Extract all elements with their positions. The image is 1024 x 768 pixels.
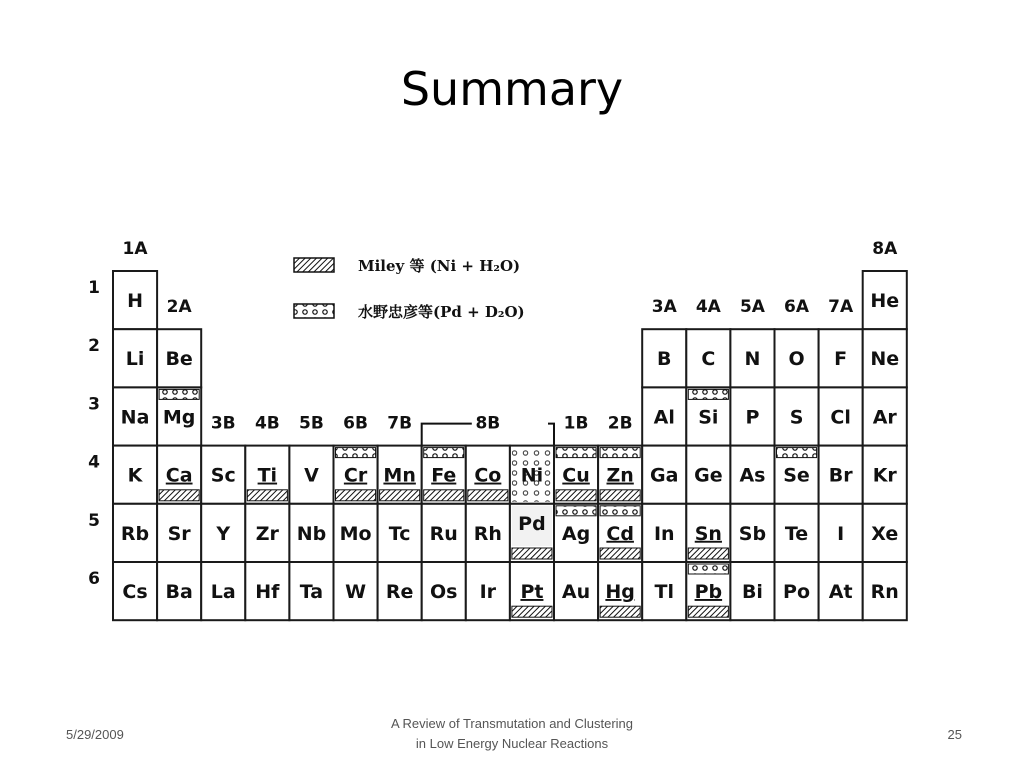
element-cell-pt — [510, 562, 554, 620]
element-cell-mn — [378, 446, 422, 504]
element-symbol: Hg — [605, 581, 635, 603]
element-cell-cr — [334, 446, 378, 504]
legend-mizuno-label: 水野忠彦等(Pd + D₂O) — [358, 303, 525, 321]
period-label: 3 — [88, 394, 100, 415]
element-cell-i — [819, 504, 863, 562]
element-cell-ga — [642, 446, 686, 504]
element-cell-rh — [466, 504, 510, 562]
element-symbol: Ge — [694, 464, 723, 487]
miley-hatch-marker — [468, 490, 508, 501]
element-symbol: Hf — [255, 581, 280, 603]
element-symbol: Co — [474, 464, 502, 487]
element-symbol: Os — [430, 581, 458, 603]
group-label: 8A — [872, 239, 898, 259]
element-cell-as — [730, 446, 774, 504]
element-cell-cu — [554, 446, 598, 504]
element-symbol: B — [657, 348, 672, 371]
element-cell-ti — [245, 446, 289, 504]
element-cell-co — [466, 446, 510, 504]
element-cell-rn — [863, 562, 907, 620]
element-symbol: Bi — [741, 581, 763, 603]
element-cell-b — [642, 329, 686, 387]
group-label: 5A — [739, 297, 765, 318]
miley-hatch-marker — [424, 490, 464, 501]
element-symbol: Li — [125, 348, 145, 371]
element-cell-ba — [157, 562, 201, 620]
element-symbol: Cd — [606, 522, 634, 545]
group-label: 1B — [563, 413, 589, 434]
element-symbol: Ir — [479, 581, 497, 603]
element-symbol: Cs — [122, 581, 148, 603]
element-symbol: Xe — [871, 522, 899, 545]
footer-title-line-2: in Low Energy Nuclear Reactions — [415, 736, 609, 751]
element-symbol: Y — [216, 522, 231, 545]
legend-hatch-swatch — [294, 258, 334, 272]
element-cell-po — [775, 562, 819, 620]
footer-title — [312, 714, 712, 754]
element-cell-nb — [289, 504, 333, 562]
element-symbol: Ta — [299, 581, 324, 603]
miley-hatch-marker — [556, 490, 596, 501]
element-cell-sr — [157, 504, 201, 562]
miley-hatch-marker — [247, 490, 287, 501]
element-symbol: Ca — [165, 464, 193, 487]
element-symbol: S — [789, 406, 804, 429]
element-symbol: W — [345, 581, 367, 603]
element-symbol: K — [127, 464, 143, 487]
miley-hatch-marker — [336, 490, 376, 501]
mizuno-dot-marker — [556, 448, 596, 458]
element-cell-n — [730, 329, 774, 387]
page-number: 25 — [947, 727, 962, 742]
element-symbol: As — [739, 464, 766, 487]
element-symbol: Sb — [738, 522, 767, 545]
miley-hatch-marker — [600, 548, 640, 559]
element-cell-y — [201, 504, 245, 562]
mizuno-dot-marker — [600, 506, 640, 516]
element-cell-ca — [157, 446, 201, 504]
mizuno-dot-marker — [600, 448, 640, 458]
mizuno-dot-marker — [688, 389, 728, 399]
group-label: 6A — [784, 297, 810, 318]
element-symbol: H — [127, 290, 144, 312]
group-label: 2A — [166, 297, 192, 318]
element-cell-mo — [334, 504, 378, 562]
element-symbol: O — [788, 348, 805, 371]
element-cell-tl — [642, 562, 686, 620]
element-symbol: Se — [783, 464, 810, 487]
element-cell-la — [201, 562, 245, 620]
element-cell-ir — [466, 562, 510, 620]
element-symbol: Po — [783, 581, 811, 603]
element-symbol: Al — [653, 406, 675, 429]
element-symbol: Ag — [561, 522, 591, 545]
element-symbol: Ba — [165, 581, 193, 603]
period-label: 6 — [88, 569, 100, 589]
element-cell-fe — [422, 446, 466, 504]
miley-hatch-marker — [380, 490, 420, 501]
element-cell-sb — [730, 504, 774, 562]
element-symbol: P — [745, 406, 760, 429]
miley-hatch-marker — [512, 606, 552, 617]
mizuno-dot-marker — [777, 448, 817, 458]
element-cell-c — [686, 329, 730, 387]
element-symbol: Fe — [431, 464, 457, 487]
group-label: 4A — [695, 297, 721, 318]
element-symbol: Ne — [870, 348, 900, 371]
element-cell-sn — [686, 504, 730, 562]
element-cell-ru — [422, 504, 466, 562]
element-cell-se — [775, 446, 819, 504]
group-label: 8B — [475, 413, 501, 434]
element-symbol: Sc — [210, 464, 236, 487]
element-symbol: Pd — [518, 512, 546, 535]
element-cell-ni — [510, 446, 554, 504]
element-cell-in — [642, 504, 686, 562]
element-cell-au — [554, 562, 598, 620]
element-cell-zr — [245, 504, 289, 562]
element-symbol: Rb — [120, 522, 150, 545]
element-symbol: Cr — [343, 464, 368, 487]
element-cell-os — [422, 562, 466, 620]
element-symbol: Sn — [694, 522, 722, 545]
element-cell-hf — [245, 562, 289, 620]
mizuno-dot-marker — [556, 506, 596, 516]
mizuno-dot-marker — [336, 448, 376, 458]
mizuno-dot-marker — [688, 564, 728, 574]
element-symbol: Te — [784, 522, 809, 545]
element-symbol: Zr — [255, 522, 279, 545]
miley-hatch-marker — [600, 490, 640, 501]
element-cell-na — [113, 387, 157, 445]
slide-title: Summary — [400, 62, 624, 116]
element-symbol: Re — [385, 581, 414, 603]
period-label: 1 — [88, 278, 100, 298]
element-cell-cs — [113, 562, 157, 620]
element-cell-he — [863, 271, 907, 329]
element-symbol: Ru — [429, 522, 458, 545]
element-symbol: I — [837, 522, 845, 545]
mizuno-dot-marker — [424, 448, 464, 458]
miley-hatch-marker — [159, 490, 199, 501]
element-symbol: Sr — [167, 522, 191, 545]
element-symbol: Pb — [694, 581, 723, 603]
element-symbol: Rh — [473, 522, 502, 545]
element-symbol: C — [701, 348, 716, 371]
element-cell-w — [334, 562, 378, 620]
element-symbol: In — [653, 522, 675, 545]
element-symbol: V — [304, 464, 319, 487]
element-cell-pd — [510, 504, 554, 562]
period-label: 2 — [88, 336, 100, 357]
element-cell-s — [775, 387, 819, 445]
element-symbol: Ar — [872, 406, 897, 429]
element-cell-o — [775, 329, 819, 387]
element-cell-kr — [863, 446, 907, 504]
element-cell-rb — [113, 504, 157, 562]
element-cell-cd — [598, 504, 642, 562]
element-symbol: Rn — [870, 581, 899, 603]
group-label: 5B — [299, 413, 324, 434]
element-cell-ar — [863, 387, 907, 445]
element-symbol: Na — [120, 406, 150, 429]
group-label: 3A — [651, 297, 677, 318]
element-symbol: Zn — [606, 464, 634, 487]
element-cell-mg — [157, 387, 201, 445]
miley-hatch-marker — [688, 548, 728, 559]
group-label: 2B — [607, 413, 633, 434]
element-cell-at — [819, 562, 863, 620]
miley-hatch-marker — [688, 606, 728, 617]
group-label: 7B — [387, 413, 413, 434]
element-cell-si — [686, 387, 730, 445]
element-symbol: Pt — [520, 581, 544, 603]
element-symbol: At — [828, 581, 853, 603]
element-cell-sc — [201, 446, 245, 504]
element-cell-be — [157, 329, 201, 387]
element-symbol: Tl — [654, 581, 674, 603]
element-symbol: N — [744, 348, 761, 371]
element-cell-ta — [289, 562, 333, 620]
miley-hatch-marker — [512, 548, 552, 559]
element-cell-tc — [378, 504, 422, 562]
element-symbol: Nb — [296, 522, 327, 545]
element-cell-br — [819, 446, 863, 504]
element-symbol: La — [210, 581, 236, 603]
element-cell-al — [642, 387, 686, 445]
element-cell-pb — [686, 562, 730, 620]
group-label: 4B — [254, 413, 280, 434]
footer-title-line-1: A Review of Transmutation and Clustering — [390, 716, 634, 731]
element-cell-cl — [819, 387, 863, 445]
element-symbol: Tc — [388, 522, 411, 545]
footer-date: 5/29/2009 — [66, 727, 124, 742]
period-label: 5 — [88, 510, 100, 531]
element-symbol: Mo — [339, 522, 372, 545]
period-label: 4 — [88, 452, 100, 473]
group-label: 3B — [210, 413, 236, 434]
element-cell-li — [113, 329, 157, 387]
legend-miley-label: Miley 等 (Ni + H₂O) — [358, 257, 521, 275]
element-cell-ag — [554, 504, 598, 562]
element-cell-k — [113, 446, 157, 504]
element-cell-ge — [686, 446, 730, 504]
element-symbol: Ni — [520, 464, 544, 487]
element-cell-f — [819, 329, 863, 387]
legend-dots-swatch — [294, 304, 334, 318]
element-symbol: Ti — [257, 464, 278, 487]
legend — [294, 257, 525, 321]
element-symbol: Cu — [562, 464, 590, 487]
element-cell-h — [113, 271, 157, 329]
element-cell-zn — [598, 446, 642, 504]
element-cell-hg — [598, 562, 642, 620]
element-cell-bi — [730, 562, 774, 620]
miley-hatch-marker — [600, 606, 640, 617]
element-symbol: F — [834, 348, 848, 371]
group-label: 1A — [122, 239, 148, 259]
element-symbol: Be — [165, 348, 193, 371]
element-cell-ne — [863, 329, 907, 387]
element-symbol: Mn — [383, 464, 416, 487]
element-cell-p — [730, 387, 774, 445]
element-symbol: Mg — [162, 406, 196, 429]
element-symbol: Ga — [650, 464, 679, 487]
element-cell-v — [289, 446, 333, 504]
mizuno-dot-marker — [159, 389, 199, 399]
group-label: 7A — [828, 297, 854, 318]
element-cell-re — [378, 562, 422, 620]
element-symbol: Au — [561, 581, 591, 603]
element-cell-xe — [863, 504, 907, 562]
element-symbol: Si — [698, 406, 719, 429]
group-label: 6B — [343, 413, 368, 434]
element-symbol: Cl — [830, 406, 851, 429]
element-cell-te — [775, 504, 819, 562]
element-symbol: Br — [828, 464, 853, 487]
periodic-table-diagram — [80, 228, 920, 628]
element-symbol: He — [870, 290, 900, 312]
element-symbol: Kr — [872, 464, 897, 487]
